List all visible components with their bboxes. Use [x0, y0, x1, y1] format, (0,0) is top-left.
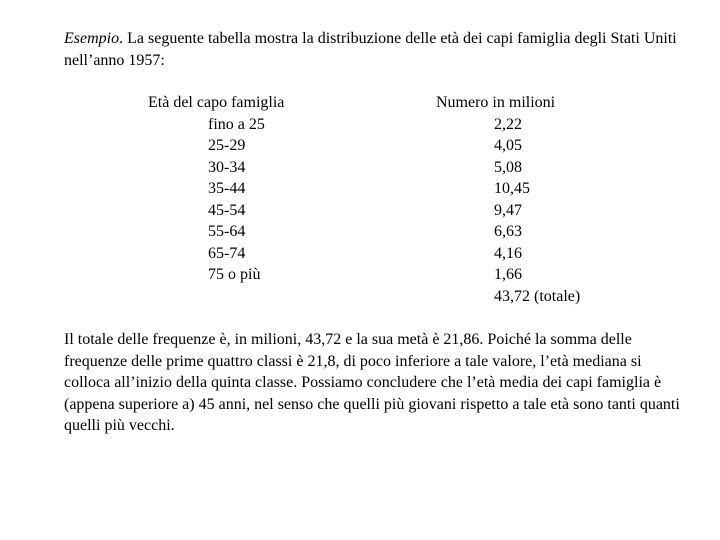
age-column: [148, 92, 284, 286]
intro-text: . La seguente tabella mostra la distribuzione delle età dei capi famiglia degli Stati Uniti nell’anno 1957:: [64, 30, 677, 69]
age-class: 75 o più: [208, 266, 261, 283]
count-value: 10,45: [494, 180, 530, 197]
count-value: 4,05: [494, 137, 522, 154]
age-class: 45-54: [208, 201, 246, 219]
count-value: 9,47: [494, 201, 522, 219]
count-column: [436, 92, 580, 307]
intro-paragraph: [64, 28, 684, 71]
conclusion-paragraph: Il totale delle frequenze è, in milioni, 43,72 e la sua metà è 21,86. Poiché la somma delle frequenze delle prime quattro classi è 21,8, di poco inferiore a tale valore, l’età mediana si colloca all’inizio della quinta classe. Possiamo concludere che l’età media dei capi famiglia è (appena superiore a) 45 anni, nel senso che quelli più giovani rispetto a tale età sono tanti quanti quelli più vecchi.: [64, 331, 680, 434]
count-column-header: Numero in milioni: [436, 94, 556, 111]
age-column-header: Età del capo famiglia: [148, 94, 285, 111]
count-value: 6,63: [494, 223, 522, 240]
count-value: 5,08: [494, 158, 522, 176]
age-class: 25-29: [208, 137, 246, 154]
count-value: 1,66: [494, 266, 522, 283]
age-class: 30-34: [208, 158, 246, 176]
age-class: fino a 25: [208, 115, 265, 133]
age-class: 35-44: [208, 180, 246, 197]
age-class: 65-74: [208, 244, 246, 262]
count-value: 2,22: [494, 115, 522, 133]
count-total: 43,72 (totale): [494, 287, 581, 305]
age-class: 55-64: [208, 223, 246, 240]
example-label: Esempio: [64, 30, 120, 47]
count-value: 4,16: [494, 244, 522, 262]
